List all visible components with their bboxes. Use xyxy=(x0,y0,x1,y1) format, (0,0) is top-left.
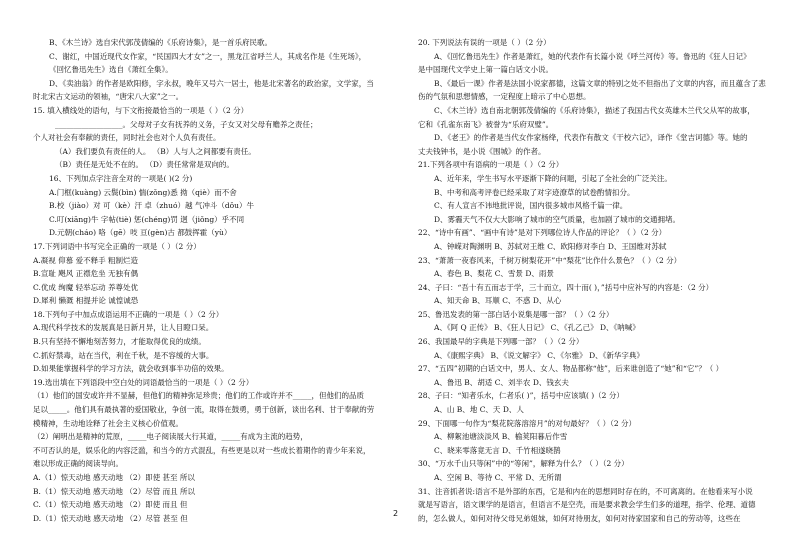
right-text-line: B、中考和高考评卷已经采取了对字迹潦草的试卷酌情扣分。 xyxy=(434,187,635,197)
left-text-line: A.（1）惊天动地 感天动地 （2）即使 甚至 所以 xyxy=(33,473,195,482)
left-text-line: 18.下列句子中加点成语运用不正确的一项是（ ）（2 分） xyxy=(33,309,224,319)
right-text-line: 25、鲁迅发表的第一部白话小说集是哪一部？（ ）（2 分） xyxy=(418,309,614,319)
right-text-line: 31、注音抓者说:语言不是外部的东西，它是和内在的思想同时存在的，不可离离的。在他看来写小说 xyxy=(418,486,753,496)
right-text-line: 21.下列各项中有语病的一项是（ ）（2 分） xyxy=(418,160,564,170)
right-text-line: A、《阿 Q 正传》 B、《狂人日记》 C、《孔乙己》 D、《呐喊》 xyxy=(434,323,640,333)
right-text-line: 24、子曰：“吾十有五而志于学，三十而立，四十而( )，”括号中应补写的内容是：（2 分） xyxy=(418,282,714,292)
left-text-line: 不可否认的是，娱乐化的内容泛滥，和当今的方式混乱，有些更是以对一些成长着期作的青少年来说， xyxy=(33,445,371,455)
left-text-line: 19.选出填在下列语段中空白处的词语最恰当的一项是（ ）（2 分） xyxy=(33,377,254,387)
left-text-line: 时北宋古文运动的领袖，“唐宋八大家”之一。 xyxy=(33,92,184,102)
left-text-line: （A）我们要负有责任的人。 （B）人与人之间都要有责任。 xyxy=(55,146,256,156)
page-number: 2 xyxy=(393,509,399,518)
right-text-line: 27、“五四”初期的白话文中，男人、女人、物品都称“他”，后来谁创造了“她”和“它”？（ ） xyxy=(418,364,724,374)
left-text-line: 个人对社会有奉献的责任，同时社会也对个人负有责任。 xyxy=(33,133,221,143)
right-text-line: A、《回忆鲁迅先生》作者是萧红，她的代表作有长篇小说《呼兰河传》等。鲁迅的《狂人日记》 xyxy=(434,51,751,61)
right-text-line: 22、“诗中有画”、“画中有诗”是对下列哪位诗人作品的评论？（ ）（2 分） xyxy=(418,228,667,238)
right-text-line: 它和《孔雀东南飞》被誉为“乐府双璧”。 xyxy=(418,119,554,129)
left-text-line: D.（1）惊天动地 感天动地 （2）尽管 甚至 但 xyxy=(33,513,188,523)
right-text-line: 30、“万水千山只等闲”中的“等闲”，解释为什么？（ ）（2 分） xyxy=(418,459,629,469)
left-text-line: （2）阐明出是精神的荒原，_____电子阅读展大行其道，_____有成为主流的趋势， xyxy=(33,432,308,442)
right-text-line: 20. 下列说法有误的一项是（ ）（2 分） xyxy=(418,38,551,47)
right-text-line: 28、子曰：“知者乐水，仁者乐( )”，括号中应该填( )（2 分） xyxy=(418,391,624,401)
right-text-line: 29、下面哪一句作为“梨花院落溶溶月”的对句最好？（ ）（2 分） xyxy=(418,418,637,428)
right-text-line: C、晓来零落竟无言 D、千竹相遂晓鹊 xyxy=(434,445,561,455)
right-text-line: A、钟嵘对陶渊明 B、苏轼对王维 C、欧阳修对李白 D、王国维对苏轼 xyxy=(434,241,667,251)
right-text-line: 丈夫钱钟书，是小说《围城》的作者。 xyxy=(418,146,546,156)
right-text-line: 23、“萧萧一夜春风来，千树万树梨花开”中“梨花”比作什么景色？（ ）（2 分） xyxy=(418,255,682,265)
left-text-line: B.宣耻 飓风 正襟危坐 无独有偶 xyxy=(33,269,139,279)
right-text-line: A、鲁迅 B、胡适 C、刘半农 D、钱玄夫 xyxy=(434,377,569,387)
left-text-line: B.（1）惊天动地 感天动地 （2）尽管 而且 所以 xyxy=(33,486,195,496)
left-text-line: B、《木兰诗》选自宋代郭茂倩编的《乐府诗集》，是一首乐府民歌。 xyxy=(49,38,273,47)
right-text-line: A、近年来，学生书写水平逐渐下降的问题，引起了全社会的广泛关注。 xyxy=(434,173,672,183)
left-text-line: __________________。父母对子女有抚养的义务，子女又对父母有赡养之责任； xyxy=(55,119,318,129)
left-text-line: （1）他们的国安或许并不显赫，但他们的精神弥足珍贵；他们的工作或许并不_____，但他们的品质 xyxy=(33,391,365,401)
left-text-line: D、《卖油翁》的作者是欧阳修，字永叔，晚年又号六一居士，他是北宋著名的政治家，文学家，当 xyxy=(49,78,374,88)
left-text-line: 模精神，生动地诠释了社会主义核心价值观。 xyxy=(33,418,183,428)
left-text-line: 17.下列词语中书写完全正确的一项是（ ）（2 分） xyxy=(33,241,201,251)
right-column xyxy=(418,36,773,525)
right-text-line: 伤的气氛和思想情感，一定程度上暗示了中心思想。 xyxy=(418,92,591,102)
left-text-line: D.犀利 懒溉 相提并论 诚惶诚恐 xyxy=(33,296,139,306)
left-text-line: C.抓好禁毒，站在当代，利在千秋，是不容缓的大事。 xyxy=(33,350,214,360)
left-text-line: D.如果能掌握科学的学习方法，就会收到事半功倍的效果。 xyxy=(33,364,229,374)
left-text-line: B.校（jiào）对 可（kè）汗 卓（zhuó）越 气冲斗（dǒu）牛 xyxy=(49,201,255,211)
right-text-line: A、《康熙字典》 B、《说文解字》 C、《尔雅》 D、《新华字典》 xyxy=(434,350,644,360)
right-text-line: 是中国现代文学史上第一篇白话文小说。 xyxy=(418,65,553,75)
left-text-line: B.只有坚持不懈地刻苦努力，才能取得优良的成绩。 xyxy=(33,337,206,347)
right-text-line: B、《最后一课》作者是法国小说家都德，这篇文章的特别之处不但指出了文章的内容，而且蕴含了悲 xyxy=(434,78,766,88)
right-text-line: C、有人宣言不讳地批评说，国内很多城市风格千篇一律。 xyxy=(434,201,628,211)
left-text-line: 16、下列加点字注音全对的一项是( )(2 分) xyxy=(49,173,193,183)
right-text-line: D、《老王》的作者是当代女作家杨绛，代表作有散文《干校六记》，译作《堂吉诃德》等。她的 xyxy=(434,133,748,143)
left-text-line: C.优成 绚魔 轻举忘动 养尊处优 xyxy=(33,282,139,292)
right-text-line: D、雾霾天气不仅大大影响了城市的空气质量，也加剧了城市的交通拥堵。 xyxy=(434,214,681,224)
left-text-line: C、谢红，中国近现代女作家，“民国四大才女”之一，黑龙江省呼兰人，其成名作是《生死场》， xyxy=(49,51,367,61)
left-text-line: 15. 填入横线处的语句，与下文衔接最恰当的一项是（ ）（2 分） xyxy=(33,105,249,115)
right-text-line: 26、我国最早的字典是下列哪一部？（ ）（2 分） xyxy=(418,337,584,347)
right-text-line: A、知天命 B、耳顺 C、不惑 D、从心 xyxy=(434,296,562,306)
left-text-line: 难以形成正确的阅读导向。 xyxy=(33,459,123,469)
right-text-line: 的，怎么做人，如何对待父母兄弟姐妹，如何对待朋友，如何对待家国家和自己的劳动等，这些在 xyxy=(418,513,741,523)
left-text-line: D.元朝(cháo) 咯（gē）吱 亘(gèn)古 都鼓挥霍（yù） xyxy=(49,228,232,238)
left-text-line: A.门框(kuàng) 云鬓(bìn) 惴(zǒng)悉 拗（qiè）而不舍 xyxy=(49,187,237,197)
right-text-line: A、春色 B、梨花 C、雪景 D、雨景 xyxy=(434,269,554,279)
left-text-line: 《回忆鲁迅先生》选自《萧红全集》。 xyxy=(49,65,173,75)
left-text-line: A.现代科学技术的发展真是日新月异，让人目瞪口呆。 xyxy=(33,323,214,333)
left-text-line: C.叮(xiāng)牛 字帖(tiè) 惩(chéng)罚 迥（jiǒng）乎不同 xyxy=(49,214,245,224)
left-text-line: C.（1）惊天动地 感天动地 （2）即使 而且 但 xyxy=(33,500,188,510)
left-text-line: （B）责任是无处不在的。 （D）责任常常是双向的。 xyxy=(55,160,234,170)
right-text-line: 就是写语言，语文课学的是语言，但语言不是空壳，而是要求教会学生们多的道理，指学、伦理、道德 xyxy=(418,500,756,510)
right-text-line: A、山 B、地 C、天 D、人 xyxy=(434,405,524,415)
left-text-line: A.凝视 仰慕 爱不释手 粗制烂造 xyxy=(33,255,138,265)
left-text-line: 足以_____。他们具有最执著的爱国敬业，争创一流，取得在鼓勇，勇于创新，谈出名利、甘于奉献的劳 xyxy=(33,405,375,415)
right-text-line: A、柳絮池塘淡淡风 B、榆荚阳暮后作雪 xyxy=(434,432,568,442)
right-text-line: A、空闲 B、等待 C、平常 D、无所谓 xyxy=(434,473,562,482)
right-text-line: C、《木兰诗》选自南北朝郭茂倩编的《乐府诗集》，描述了我国古代女英雄木兰代父从军的故事， xyxy=(434,105,755,115)
left-column xyxy=(33,36,399,525)
